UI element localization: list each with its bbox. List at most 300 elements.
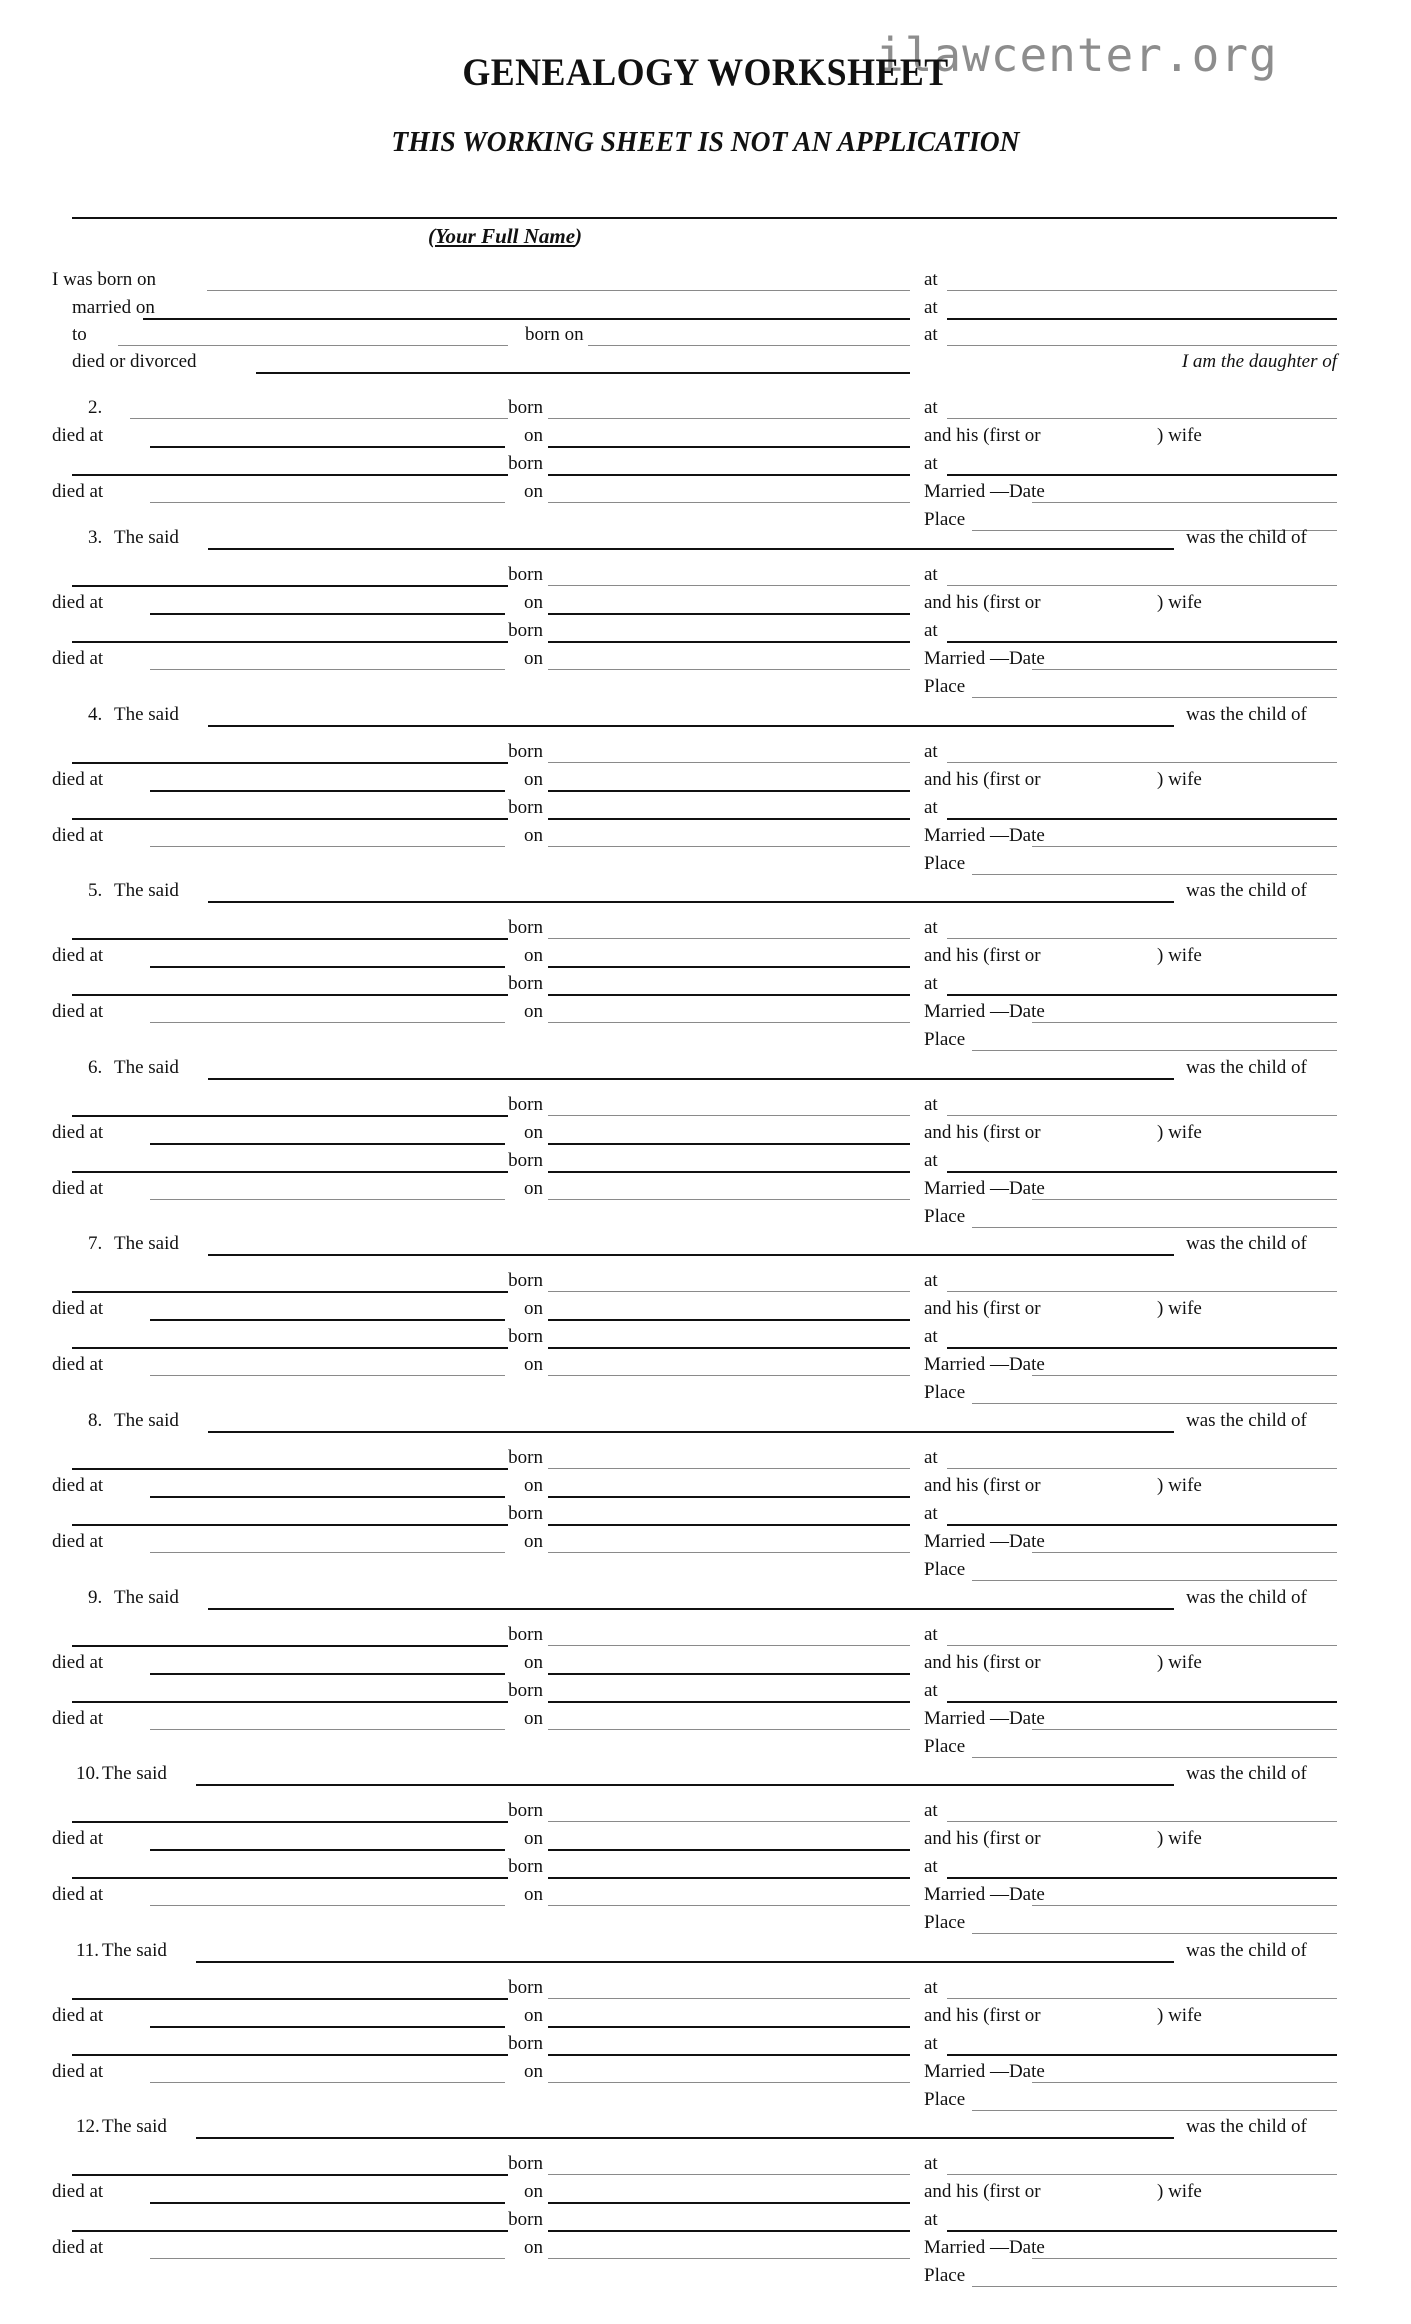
label-i-was-born-on: I was born on [52,269,156,290]
block-number-10: 10. [76,1763,100,1784]
label-died-at-father-10: died at [52,1828,104,1849]
field-marriage-date-8[interactable] [1032,1552,1337,1553]
label-died-at-father-5: died at [52,945,104,966]
label-on-father-death-7: on [524,1298,543,1319]
label-died-at-mother-3: died at [52,648,104,669]
field-child-name-7[interactable] [208,1254,1174,1256]
label-married-date-6: Married —Date [924,1178,1045,1199]
label-died-at-father-8: died at [52,1475,104,1496]
label-close-paren-wife-11: ) wife [1157,2005,1202,2026]
label-was-the-child-of-12: was the child of [1186,2116,1307,2137]
label-on-father-death-9: on [524,1652,543,1673]
label-place-8: Place [924,1559,966,1580]
label-died-at-father-12: died at [52,2181,104,2202]
field-mother-name-8[interactable] [72,1524,508,1526]
field-mother-death-date-12[interactable] [548,2258,910,2259]
label-born-father-4: born [508,741,543,762]
block-number-2: 2. [88,397,103,418]
label-married-date-5: Married —Date [924,1001,1045,1022]
label-born-mother-12: born [508,2209,543,2230]
field-marriage-place-8[interactable] [972,1580,1337,1581]
field-father-birth-date-4[interactable] [548,762,910,763]
field-marriage-date-2[interactable] [1032,502,1337,503]
label-was-the-child-of-11: was the child of [1186,1940,1307,1961]
field-father-death-place-11[interactable] [150,2026,505,2028]
label-and-his-first-or-3: and his (first or [924,592,1041,613]
field-mother-death-place-9[interactable] [150,1729,505,1730]
label-at-mother-birth-11: at [924,2033,938,2054]
field-father-birth-date-3[interactable] [548,585,910,586]
label-the-said-11: The said [102,1940,167,1961]
field-mother-death-date-4[interactable] [548,846,910,847]
label-born-father-3: born [508,564,543,585]
field-mother-birth-date-11[interactable] [548,2054,910,2056]
label-the-said-12: The said [102,2116,167,2137]
field-child-name-9[interactable] [208,1608,1174,1610]
field-father-death-date-12[interactable] [548,2202,910,2204]
field-mother-birth-place-7[interactable] [947,1347,1337,1349]
field-mother-birth-place-11[interactable] [947,2054,1337,2056]
field-child-name-3[interactable] [208,548,1174,550]
field-mother-birth-date-3[interactable] [548,641,910,643]
label-at-father-birth-8: at [924,1447,938,1468]
label-on-father-death-11: on [524,2005,543,2026]
field-father-death-place-4[interactable] [150,790,505,792]
field-mother-birth-place-10[interactable] [947,1877,1337,1879]
label-close-paren-wife-9: ) wife [1157,1652,1202,1673]
field-father-name-3[interactable] [72,585,508,587]
field-father-birth-date-7[interactable] [548,1291,910,1292]
label-and-his-first-or-8: and his (first or [924,1475,1041,1496]
label-born-mother-8: born [508,1503,543,1524]
field-marriage-date-12[interactable] [1032,2258,1337,2259]
field-mother-death-date-2[interactable] [548,502,910,503]
label-on-mother-death-12: on [524,2237,543,2258]
label-was-the-child-of-8: was the child of [1186,1410,1307,1431]
field-mother-death-date-9[interactable] [548,1729,910,1730]
field-mother-death-date-7[interactable] [548,1375,910,1376]
label-died-at-father-6: died at [52,1122,104,1143]
field-mother-death-place-5[interactable] [150,1022,505,1023]
label-close-paren-wife-2: ) wife [1157,425,1202,446]
field-mother-birth-date-8[interactable] [548,1524,910,1526]
field-father-death-date-5[interactable] [548,966,910,968]
field-mother-birth-place-8[interactable] [947,1524,1337,1526]
field-father-birth-place-11[interactable] [947,1998,1337,1999]
field-marriage-place-3[interactable] [972,697,1337,698]
label-died-at-father-9: died at [52,1652,104,1673]
label-born-mother-3: born [508,620,543,641]
label-on-mother-death-11: on [524,2061,543,2082]
label-place-2: Place [924,509,966,530]
field-father-name-12[interactable] [72,2174,508,2176]
field-marriage-date-7[interactable] [1032,1375,1337,1376]
field-mother-birth-date-10[interactable] [548,1877,910,1879]
field-mother-birth-date-9[interactable] [548,1701,910,1703]
field-mother-birth-place-3[interactable] [947,641,1337,643]
label-married-date-2: Married —Date [924,481,1045,502]
field-spouse-birth-date[interactable] [588,345,910,346]
label-on-mother-death-2: on [524,481,543,502]
field-died-or-divorced-extra[interactable] [505,372,910,374]
field-marriage-place-4[interactable] [972,874,1337,875]
block-number-6: 6. [88,1057,103,1078]
field-child-name-4[interactable] [208,725,1174,727]
label-and-his-first-or-7: and his (first or [924,1298,1041,1319]
field-mother-birth-date-4[interactable] [548,818,910,820]
label-close-paren-wife-10: ) wife [1157,1828,1202,1849]
block-number-5: 5. [88,880,103,901]
field-mother-birth-place-9[interactable] [947,1701,1337,1703]
label-close-paren-wife-8: ) wife [1157,1475,1202,1496]
label-on-father-death-2: on [524,425,543,446]
field-father-name-4[interactable] [72,762,508,764]
field-spouse-birth-place[interactable] [947,345,1337,346]
label-on-father-death-8: on [524,1475,543,1496]
field-father-birth-date-9[interactable] [548,1645,910,1646]
field-father-death-place-10[interactable] [150,1849,505,1851]
label-born-mother-6: born [508,1150,543,1171]
field-father-name-5[interactable] [72,938,508,940]
label-on-mother-death-10: on [524,1884,543,1905]
label-the-said-4: The said [114,704,179,725]
field-father-birth-place-8[interactable] [947,1468,1337,1469]
field-marriage-date-11[interactable] [1032,2082,1337,2083]
label-at-mother-birth-5: at [924,973,938,994]
label-died-at-mother-12: died at [52,2237,104,2258]
label-place-11: Place [924,2089,966,2110]
label-born-mother-11: born [508,2033,543,2054]
block-number-4: 4. [88,704,103,725]
field-mother-birth-place-2[interactable] [947,474,1337,476]
field-child-name-11[interactable] [196,1961,1174,1963]
field-father-name-6[interactable] [72,1115,508,1117]
field-father-death-date-6[interactable] [548,1143,910,1145]
label-born-father-2: born [508,397,543,418]
field-marriage-date-5[interactable] [1032,1022,1337,1023]
field-father-name-11[interactable] [72,1998,508,2000]
field-mother-birth-date-6[interactable] [548,1171,910,1173]
field-marriage-date-10[interactable] [1032,1905,1337,1906]
field-child-name-12[interactable] [196,2137,1174,2139]
field-father-birth-place-6[interactable] [947,1115,1337,1116]
field-marriage-date-3[interactable] [1032,669,1337,670]
field-mother-death-date-11[interactable] [548,2082,910,2083]
field-spouse-name[interactable] [118,345,508,346]
field-mother-name-11[interactable] [72,2054,508,2056]
label-and-his-first-or-6: and his (first or [924,1122,1041,1143]
field-father-birth-place-2[interactable] [947,418,1337,419]
field-father-death-date-2[interactable] [548,446,910,448]
label-married-date-7: Married —Date [924,1354,1045,1375]
field-marriage-date-4[interactable] [1032,846,1337,847]
block-number-8: 8. [88,1410,103,1431]
label-place-5: Place [924,1029,966,1050]
field-father-death-place-12[interactable] [150,2202,505,2204]
field-birth-place[interactable] [947,290,1337,291]
field-mother-name-7[interactable] [72,1347,508,1349]
label-place-7: Place [924,1382,966,1403]
field-marriage-date[interactable] [143,318,508,320]
field-mother-death-place-7[interactable] [150,1375,505,1376]
field-mother-birth-date-12[interactable] [548,2230,910,2232]
field-mother-death-place-2[interactable] [150,502,505,503]
field-father-birth-place-9[interactable] [947,1645,1337,1646]
label-was-the-child-of-5: was the child of [1186,880,1307,901]
caption-open-paren: ( [427,224,435,248]
field-father-death-date-9[interactable] [548,1673,910,1675]
label-married-date-12: Married —Date [924,2237,1045,2258]
label-born-father-9: born [508,1624,543,1645]
label-place-3: Place [924,676,966,697]
label-the-said-9: The said [114,1587,179,1608]
field-marriage-date-6[interactable] [1032,1199,1337,1200]
page-title: GENEALOGY WORKSHEET [462,51,949,94]
field-marriage-place-12[interactable] [972,2286,1337,2287]
field-father-name-7[interactable] [72,1291,508,1293]
label-was-the-child-of-10: was the child of [1186,1763,1307,1784]
label-died-at-mother-4: died at [52,825,104,846]
field-father-birth-date-2[interactable] [548,418,910,419]
field-marriage-place-11[interactable] [972,2110,1337,2111]
field-child-name-5[interactable] [208,901,1174,903]
field-father-name-10[interactable] [72,1821,508,1823]
field-father-birth-place-7[interactable] [947,1291,1337,1292]
field-father-birth-date-11[interactable] [548,1998,910,1999]
label-born-mother-5: born [508,973,543,994]
field-mother-death-date-8[interactable] [548,1552,910,1553]
label-married-date-11: Married —Date [924,2061,1045,2082]
label-died-at-mother-8: died at [52,1531,104,1552]
label-died-or-divorced: died or divorced [72,351,197,372]
field-mother-death-date-3[interactable] [548,669,910,670]
label-died-at-mother-5: died at [52,1001,104,1022]
field-father-name-8[interactable] [72,1468,508,1470]
site-watermark: ilawcenter.org [876,28,1278,82]
field-father-birth-place-10[interactable] [947,1821,1337,1822]
field-marriage-date-9[interactable] [1032,1729,1337,1730]
field-father-death-place-9[interactable] [150,1673,505,1675]
field-father-death-place-5[interactable] [150,966,505,968]
label-the-said-6: The said [114,1057,179,1078]
field-marriage-extra[interactable] [505,318,910,320]
label-at-father-birth-10: at [924,1800,938,1821]
field-child-name-10[interactable] [196,1784,1174,1786]
field-father-birth-place-12[interactable] [947,2174,1337,2175]
block-number-7: 7. [88,1233,103,1254]
field-mother-death-place-12[interactable] [150,2258,505,2259]
field-person-name-2[interactable] [130,418,508,419]
field-father-birth-date-10[interactable] [548,1821,910,1822]
field-father-death-place-7[interactable] [150,1319,505,1321]
label-died-at-father-2: died at [52,425,104,446]
field-mother-death-date-5[interactable] [548,1022,910,1023]
field-father-death-place-2[interactable] [150,446,505,448]
field-mother-birth-place-12[interactable] [947,2230,1337,2232]
label-died-at-father-3: died at [52,592,104,613]
label-spouse-to: to [72,324,87,345]
field-birth-extra[interactable] [505,290,910,291]
field-father-death-date-10[interactable] [548,1849,910,1851]
field-mother-name-12[interactable] [72,2230,508,2232]
block-number-3: 3. [88,527,103,548]
label-at-birth: at [924,269,938,290]
field-mother-name-9[interactable] [72,1701,508,1703]
label-died-at-mother-9: died at [52,1708,104,1729]
field-mother-death-date-10[interactable] [548,1905,910,1906]
label-at-mother-birth-4: at [924,797,938,818]
label-born-father-7: born [508,1270,543,1291]
field-father-birth-date-5[interactable] [548,938,910,939]
note-i-am-the-daughter-of: I am the daughter of [1181,351,1337,372]
field-mother-death-date-6[interactable] [548,1199,910,1200]
field-father-birth-date-6[interactable] [548,1115,910,1116]
label-at-marriage: at [924,297,938,318]
block-number-9: 9. [88,1587,103,1608]
label-and-his-first-or-2: and his (first or [924,425,1041,446]
label-and-his-first-or-12: and his (first or [924,2181,1041,2202]
field-marriage-place-7[interactable] [972,1403,1337,1404]
label-born-mother-2: born [508,453,543,474]
field-mother-name-3[interactable] [72,641,508,643]
label-at-father-birth-2: at [924,397,938,418]
field-father-death-place-6[interactable] [150,1143,505,1145]
label-at-father-birth-5: at [924,917,938,938]
caption-label: Your Full Name [434,224,576,248]
field-marriage-place-10[interactable] [972,1933,1337,1934]
label-on-father-death-10: on [524,1828,543,1849]
field-father-death-date-3[interactable] [548,613,910,615]
label-born-father-11: born [508,1977,543,1998]
label-married-date-3: Married —Date [924,648,1045,669]
field-father-birth-date-12[interactable] [548,2174,910,2175]
label-place-12: Place [924,2265,966,2286]
label-on-father-death-4: on [524,769,543,790]
field-father-birth-place-3[interactable] [947,585,1337,586]
label-close-paren-wife-3: ) wife [1157,592,1202,613]
field-mother-name-5[interactable] [72,994,508,996]
label-close-paren-wife-6: ) wife [1157,1122,1202,1143]
field-mother-birth-date-7[interactable] [548,1347,910,1349]
label-was-the-child-of-6: was the child of [1186,1057,1307,1078]
label-born-father-6: born [508,1094,543,1115]
field-mother-birth-date-2[interactable] [548,474,910,476]
label-died-at-father-11: died at [52,2005,104,2026]
label-on-mother-death-8: on [524,1531,543,1552]
field-mother-birth-place-4[interactable] [947,818,1337,820]
field-father-birth-date-8[interactable] [548,1468,910,1469]
label-at-mother-birth-10: at [924,1856,938,1877]
block-number-12: 12. [76,2116,100,2137]
field-mother-name-4[interactable] [72,818,508,820]
label-and-his-first-or-5: and his (first or [924,945,1041,966]
field-mother-birth-date-5[interactable] [548,994,910,996]
label-place-4: Place [924,853,966,874]
label-at-mother-birth-9: at [924,1680,938,1701]
label-born-father-8: born [508,1447,543,1468]
field-mother-death-place-10[interactable] [150,1905,505,1906]
field-father-birth-place-5[interactable] [947,938,1337,939]
label-place-6: Place [924,1206,966,1227]
label-place-10: Place [924,1912,966,1933]
field-child-name-8[interactable] [208,1431,1174,1433]
label-close-paren-wife-7: ) wife [1157,1298,1202,1319]
field-father-death-place-8[interactable] [150,1496,505,1498]
field-mother-death-place-11[interactable] [150,2082,505,2083]
field-died-or-divorced-date[interactable] [256,372,508,374]
label-born-mother-10: born [508,1856,543,1877]
label-on-father-death-3: on [524,592,543,613]
label-died-at-mother-10: died at [52,1884,104,1905]
label-at-father-birth-12: at [924,2153,938,2174]
field-mother-name-2[interactable] [72,474,508,476]
field-marriage-place-5[interactable] [972,1050,1337,1051]
label-at-father-birth-7: at [924,1270,938,1291]
label-and-his-first-or-10: and his (first or [924,1828,1041,1849]
label-the-said-5: The said [114,880,179,901]
label-the-said-8: The said [114,1410,179,1431]
field-mother-death-place-8[interactable] [150,1552,505,1553]
field-marriage-place[interactable] [947,318,1337,320]
label-died-at-mother-11: died at [52,2061,104,2082]
label-married-date-10: Married —Date [924,1884,1045,1905]
header-divider [72,217,1337,219]
label-married-date-4: Married —Date [924,825,1045,846]
field-mother-death-place-6[interactable] [150,1199,505,1200]
field-mother-death-place-4[interactable] [150,846,505,847]
label-died-at-mother-2: died at [52,481,104,502]
label-close-paren-wife-4: ) wife [1157,769,1202,790]
field-father-death-place-3[interactable] [150,613,505,615]
field-father-death-date-11[interactable] [548,2026,910,2028]
field-mother-name-6[interactable] [72,1171,508,1173]
label-was-the-child-of-7: was the child of [1186,1233,1307,1254]
label-at-mother-birth-2: at [924,453,938,474]
label-at-father-birth-11: at [924,1977,938,1998]
label-on-mother-death-9: on [524,1708,543,1729]
field-marriage-place-9[interactable] [972,1757,1337,1758]
label-on-mother-death-5: on [524,1001,543,1022]
field-birth-date[interactable] [207,290,508,291]
field-father-death-date-4[interactable] [548,790,910,792]
label-born-mother-4: born [508,797,543,818]
block-number-11: 11. [76,1940,100,1961]
label-on-father-death-5: on [524,945,543,966]
label-on-mother-death-4: on [524,825,543,846]
label-at-mother-birth-6: at [924,1150,938,1171]
page-subtitle: THIS WORKING SHEET IS NOT AN APPLICATION [391,126,1020,158]
label-born-mother-7: born [508,1326,543,1347]
field-mother-name-10[interactable] [72,1877,508,1879]
field-father-name-9[interactable] [72,1645,508,1647]
label-on-mother-death-3: on [524,648,543,669]
label-on-father-death-12: on [524,2181,543,2202]
field-mother-birth-place-5[interactable] [947,994,1337,996]
field-marriage-place-6[interactable] [972,1227,1337,1228]
field-mother-death-place-3[interactable] [150,669,505,670]
field-mother-birth-place-6[interactable] [947,1171,1337,1173]
field-father-death-date-8[interactable] [548,1496,910,1498]
label-died-at-father-4: died at [52,769,104,790]
field-father-death-date-7[interactable] [548,1319,910,1321]
label-died-at-mother-7: died at [52,1354,104,1375]
label-at-mother-birth-8: at [924,1503,938,1524]
field-father-birth-place-4[interactable] [947,762,1337,763]
label-and-his-first-or-9: and his (first or [924,1652,1041,1673]
field-child-name-6[interactable] [208,1078,1174,1080]
label-and-his-first-or-11: and his (first or [924,2005,1041,2026]
label-at-mother-birth-12: at [924,2209,938,2230]
